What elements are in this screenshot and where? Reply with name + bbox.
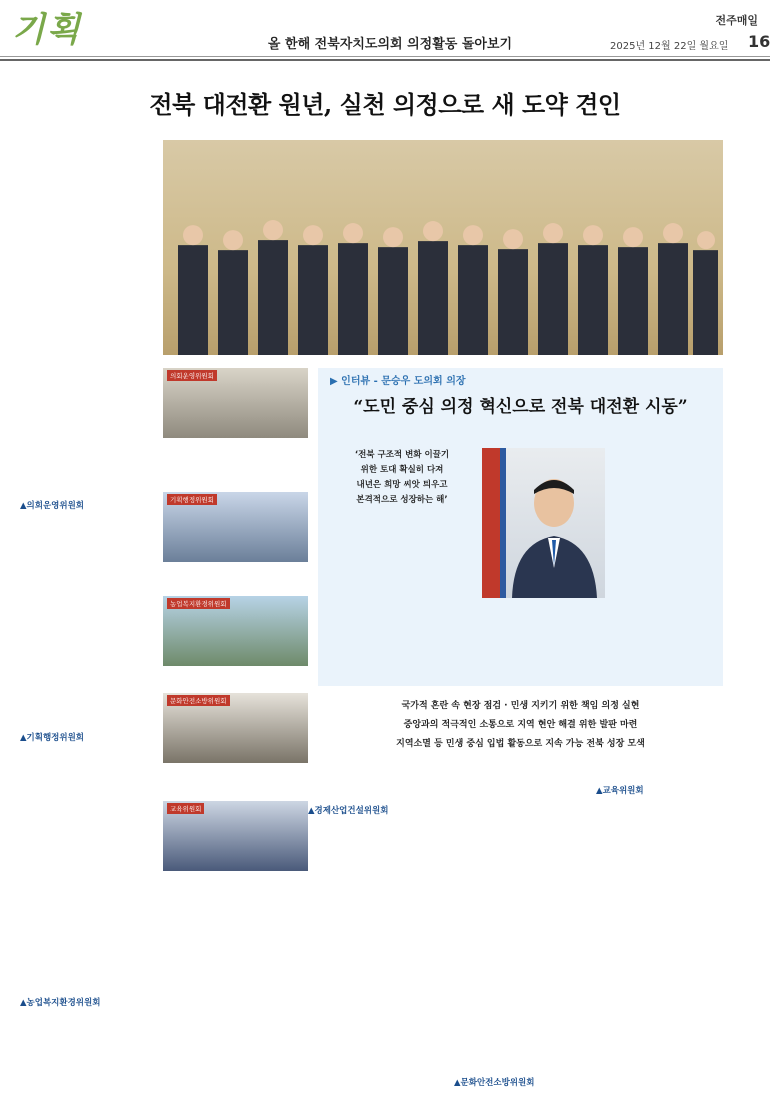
highlight-line: 지역소멸 등 민생 중심 입법 활동으로 지속 가능 전북 성장 모색 xyxy=(396,739,645,749)
left-column-sections-2 xyxy=(20,725,155,746)
newspaper-name: 전주매일 xyxy=(715,14,758,27)
main-headline: 전북 대전환 원년, 실천 의정으로 새 도약 견인 xyxy=(149,90,621,119)
pull-quote-line: 내년은 희망 씨앗 틔우고 xyxy=(356,480,448,490)
speaker-portrait-illustration xyxy=(482,448,605,598)
page-number: 16 xyxy=(748,32,770,51)
interview-label: ▶ 인터뷰 - 문승우 도의회 의장 xyxy=(330,376,466,387)
committee-photo-label: 농업복지환경위원회 xyxy=(167,598,230,609)
interview-title: “도민 중심 의정 혁신으로 전북 대전환 시동” xyxy=(353,397,688,417)
highlight-line: 국가적 혼란 속 현장 점검 · 민생 지키기 위한 책임 의정 실현 xyxy=(401,701,640,711)
committee-photo xyxy=(163,801,308,871)
left-column-sections-3 xyxy=(20,990,155,1011)
speaker-portrait xyxy=(482,448,605,598)
lower-column-4 xyxy=(596,762,722,799)
group-photo xyxy=(163,140,723,355)
masthead-rule xyxy=(0,56,770,57)
section-head: ▲교육위원회 xyxy=(596,786,644,796)
lower-column-3-tail xyxy=(454,1070,589,1091)
section-head: ▲문화안전소방위원회 xyxy=(454,1078,535,1088)
committee-photo xyxy=(163,492,308,562)
committee-photo xyxy=(163,693,308,763)
section-logo: 기획 xyxy=(12,10,82,50)
section-head: ▲농업복지환경위원회 xyxy=(20,998,101,1008)
committee-photo-label: 문화안전소방위원회 xyxy=(167,695,230,706)
section-head: ▲기획행정위원회 xyxy=(20,733,85,743)
issue-date: 2025년 12월 22일 월요일 xyxy=(610,41,729,52)
left-column-sections xyxy=(20,493,155,514)
highlight-line: 중앙과의 적극적인 소통으로 지역 현안 해결 위한 발판 마련 xyxy=(403,720,638,730)
pull-quote-line: 본격적으로 성장하는 해’ xyxy=(356,495,448,505)
committee-photo xyxy=(163,368,308,438)
committee-photo xyxy=(163,596,308,666)
interview-pull-quote xyxy=(327,448,477,528)
pull-quote-line: 위한 토대 확실히 다져 xyxy=(360,465,444,475)
section-head: ▲경제산업건설위원회 xyxy=(308,806,389,816)
masthead-rule-thick xyxy=(0,59,770,61)
crowd-illustration xyxy=(163,205,723,356)
section-head: ▲의회운영위원회 xyxy=(20,501,85,511)
committee-photo-label: 교육위원회 xyxy=(167,803,204,814)
pull-quote-line: ‘전북 구조적 변화 이끌기 xyxy=(354,450,450,460)
committee-photo-label: 기획행정위원회 xyxy=(167,494,217,505)
lower-column-2 xyxy=(308,762,448,819)
highlight-band xyxy=(318,690,723,758)
committee-photo-label: 의회운영위원회 xyxy=(167,370,217,381)
series-title: 올 한해 전북자치도의회 의정활동 돌아보기 xyxy=(267,37,513,52)
